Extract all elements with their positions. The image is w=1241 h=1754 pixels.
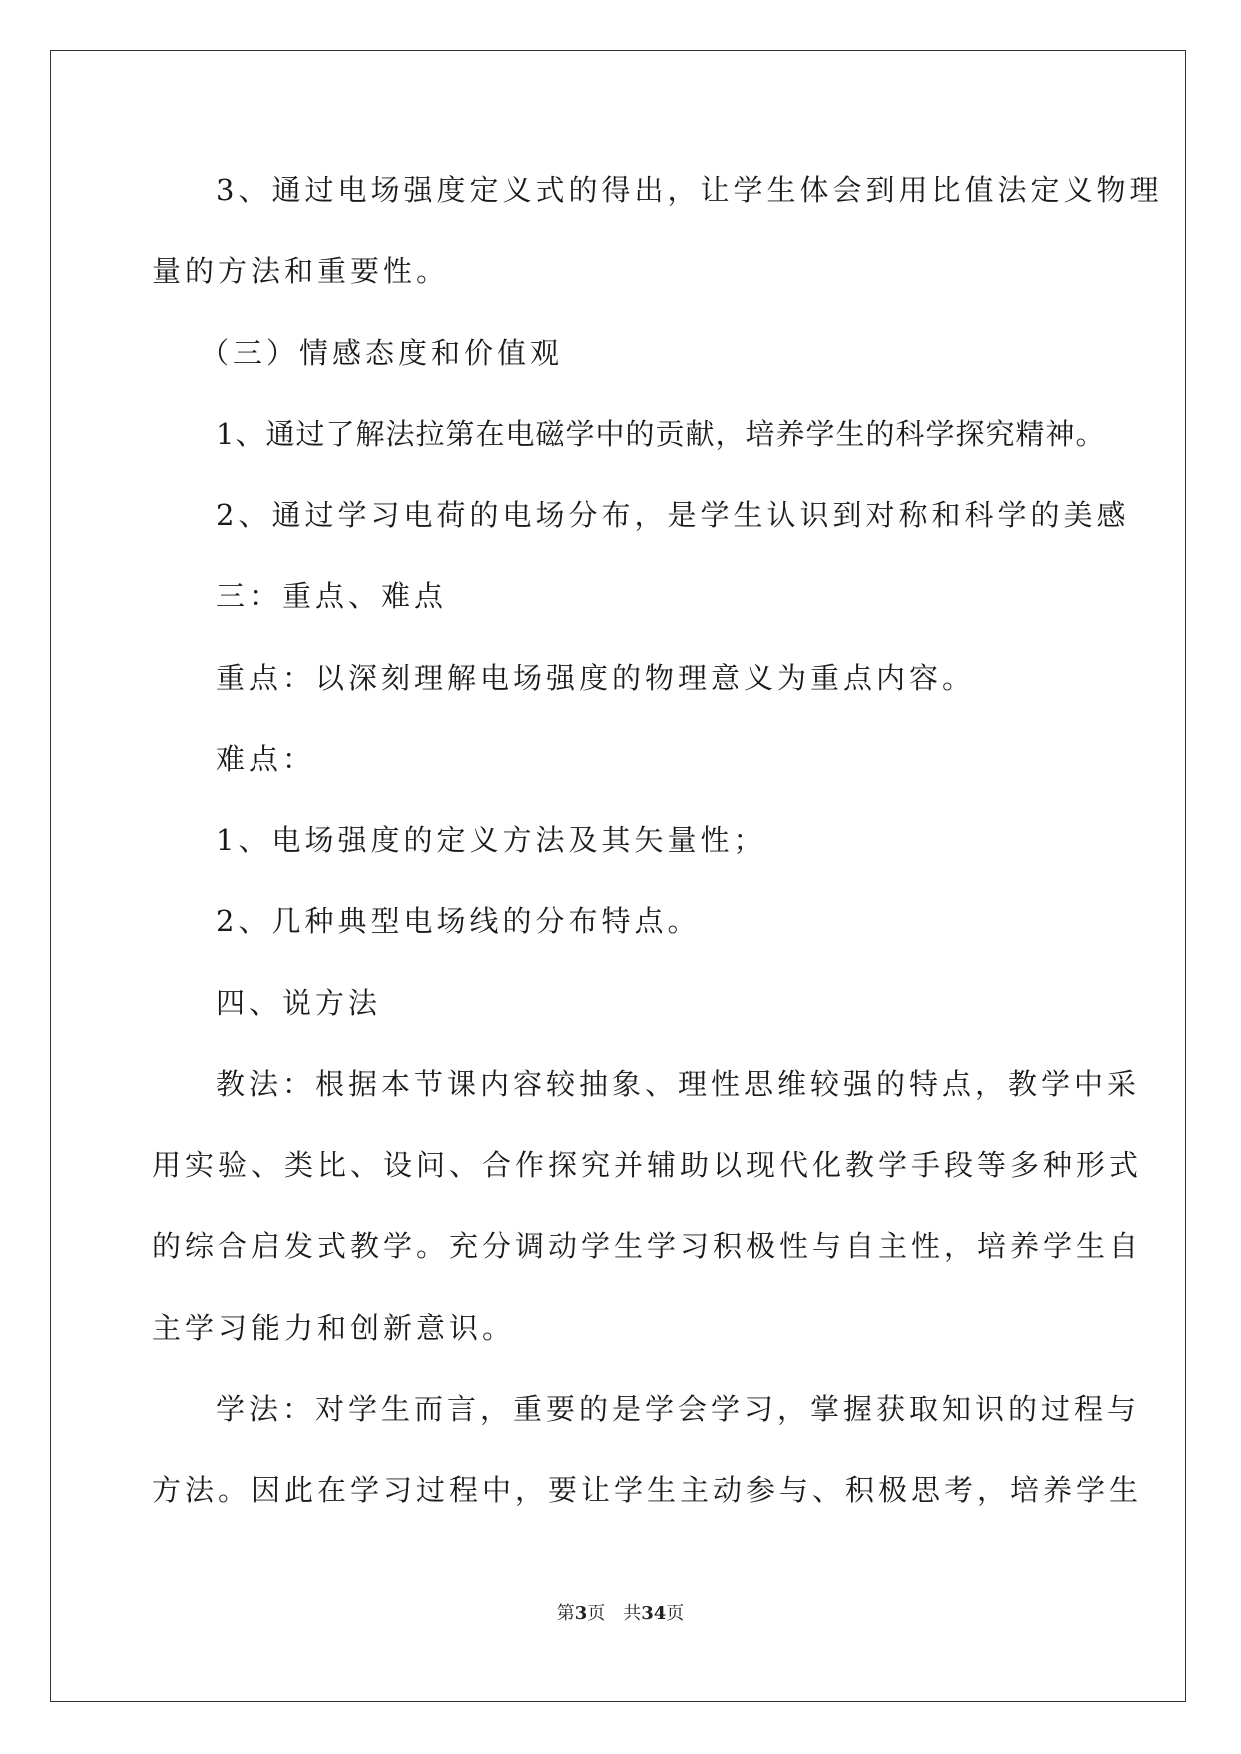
total-suffix: 页	[666, 1603, 685, 1624]
paragraph-line: 难点：	[216, 742, 316, 776]
paragraph-line: 主学习能力和创新意识。	[152, 1311, 516, 1345]
paragraph-line: 的综合启发式教学。充分调动学生学习积极性与自主性，培养学生自	[152, 1229, 1143, 1263]
page-suffix: 页	[587, 1603, 606, 1624]
paragraph-line: 方法。因此在学习过程中，要让学生主动参与、积极思考，培养学生	[152, 1473, 1143, 1507]
page-number: 3	[574, 1603, 588, 1624]
total-prefix: 共	[623, 1603, 642, 1624]
paragraph-line: 1、通过了解法拉第在电磁学中的贡献，培养学生的科学探究精神。	[216, 417, 1106, 451]
paragraph-line: 量的方法和重要性。	[152, 254, 450, 288]
section-heading: 四、说方法	[216, 986, 382, 1020]
section-heading: （三）情感态度和价值观	[200, 336, 564, 370]
page-prefix: 第	[556, 1603, 575, 1624]
list-item: 1、电场强度的定义方法及其矢量性；	[216, 823, 767, 857]
paragraph-line: 重点：以深刻理解电场强度的物理意义为重点内容。	[216, 661, 976, 695]
page-border	[50, 50, 1186, 1702]
paragraph-line: 教法：根据本节课内容较抽象、理性思维较强的特点，教学中采	[216, 1067, 1141, 1101]
section-heading: 三：重点、难点	[216, 579, 448, 613]
paragraph-line: 学法：对学生而言，重要的是学会学习，掌握获取知识的过程与	[216, 1392, 1141, 1426]
total-pages: 34	[641, 1603, 667, 1624]
page-footer	[0, 1602, 1241, 1626]
paragraph-line: 3、通过电场强度定义式的得出，让学生体会到用比值法定义物理	[216, 173, 1163, 207]
paragraph-line: 用实验、类比、设问、合作探究并辅助以现代化教学手段等多种形式	[152, 1148, 1143, 1182]
list-item: 2、几种典型电场线的分布特点。	[216, 904, 701, 938]
paragraph-line: 2、通过学习电荷的电场分布，是学生认识到对称和科学的美感	[216, 498, 1130, 532]
